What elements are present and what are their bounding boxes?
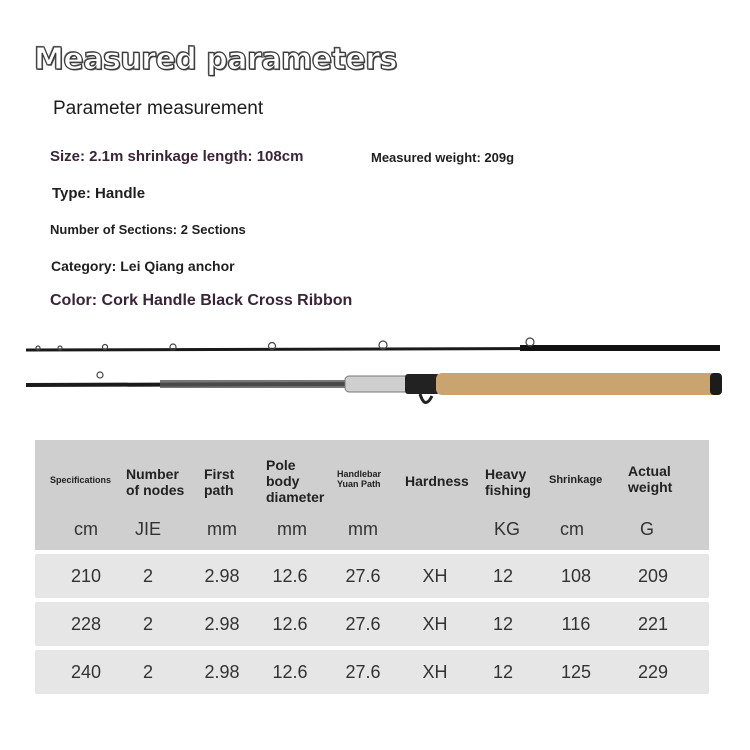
table-row xyxy=(35,650,709,694)
unit-cell: cm xyxy=(560,519,584,539)
subtitle: Parameter measurement xyxy=(53,98,264,119)
header-nodes xyxy=(126,466,184,498)
spec-sections: Number of Sections: 2 Sections xyxy=(50,222,246,237)
header-handlebar xyxy=(337,469,381,490)
spec-weight: Measured weight: 209g xyxy=(371,150,515,165)
table-cell: 210 xyxy=(70,566,102,586)
header-handlebar-line1: Handlebar xyxy=(337,469,382,479)
rod-tip-ferrule xyxy=(520,345,720,351)
table-cell: 2.98 xyxy=(204,614,240,634)
table-cell: 125 xyxy=(560,662,592,682)
header-pole-line1: Pole xyxy=(266,457,296,473)
table-cell: 116 xyxy=(561,614,591,634)
table-row xyxy=(35,554,709,598)
header-handlebar-line2: Yuan Path xyxy=(337,479,381,490)
table-cell: 228 xyxy=(70,614,102,634)
header-shrinkage: Shrinkage xyxy=(549,474,603,486)
header-weight-line1: Actual xyxy=(628,463,671,479)
header-nodes-line2: of nodes xyxy=(126,482,185,499)
rod-seat-hood xyxy=(405,374,440,394)
table-cell: 2 xyxy=(142,566,153,586)
fishing-rod-image xyxy=(0,320,750,410)
table-row xyxy=(35,602,709,646)
spec-category: Category: Lei Qiang anchor xyxy=(51,258,235,274)
table-cell: 2 xyxy=(142,662,153,682)
header-weight-line2: weight xyxy=(628,479,673,496)
header-first-line1: First xyxy=(204,466,235,482)
table-cell: 27.6 xyxy=(345,614,381,634)
table-header xyxy=(35,440,709,550)
header-pole-diameter xyxy=(266,457,324,505)
header-pole-line3: diameter xyxy=(266,489,325,506)
header-heavy-fishing xyxy=(485,466,531,498)
table-cell: 12.6 xyxy=(272,566,308,586)
table-cell: 12.6 xyxy=(272,614,308,634)
table-cell: 2.98 xyxy=(204,662,240,682)
rod-cork-handle xyxy=(436,373,720,395)
header-heavy-line2: fishing xyxy=(485,482,531,499)
rod-cross-wrap xyxy=(160,380,350,388)
unit-cell: mm xyxy=(277,519,307,539)
table-cell: 209 xyxy=(637,566,669,586)
rod-butt-cap xyxy=(710,373,722,395)
table-cell: XH xyxy=(422,566,448,586)
table-cell: 12 xyxy=(492,662,514,682)
unit-cell: G xyxy=(639,519,654,539)
unit-cell: KG xyxy=(493,519,520,539)
unit-cell: mm xyxy=(348,519,378,539)
table-cell: 2.98 xyxy=(204,566,240,586)
table-cell: 221 xyxy=(637,614,669,634)
table-cell: 108 xyxy=(560,566,592,586)
spec-size: Size: 2.1m shrinkage length: 108cm xyxy=(50,148,304,165)
header-heavy-line1: Heavy xyxy=(485,466,527,482)
header-specifications: Specifications xyxy=(50,475,112,485)
header-actual-weight xyxy=(628,463,672,495)
unit-cell: JIE xyxy=(134,519,161,539)
table-cell: 27.6 xyxy=(345,662,381,682)
unit-cell: mm xyxy=(207,519,237,539)
rod-guides-lower xyxy=(97,372,103,378)
header-first-path xyxy=(204,466,234,498)
table-cell: XH xyxy=(422,662,448,682)
header-pole-line2: body xyxy=(266,473,300,490)
unit-cell: cm xyxy=(74,519,98,539)
header-hardness: Hardness xyxy=(405,473,469,489)
table-cell: 240 xyxy=(70,662,102,682)
table-cell: 12 xyxy=(492,566,514,586)
spec-type: Type: Handle xyxy=(52,185,146,202)
headline: Measured parameters xyxy=(34,42,397,77)
table-cell: 12.6 xyxy=(272,662,308,682)
table-cell: 229 xyxy=(637,662,669,682)
spec-color: Color: Cork Handle Black Cross Ribbon xyxy=(50,292,353,309)
header-first-line2: path xyxy=(204,482,234,499)
rod-trigger xyxy=(420,394,432,403)
header-nodes-line1: Number xyxy=(126,466,179,482)
table-cell: 12 xyxy=(492,614,514,634)
table-cell: 27.6 xyxy=(345,566,381,586)
spec-table xyxy=(35,440,709,694)
table-cell: XH xyxy=(422,614,448,634)
table-cell: 2 xyxy=(142,614,153,634)
